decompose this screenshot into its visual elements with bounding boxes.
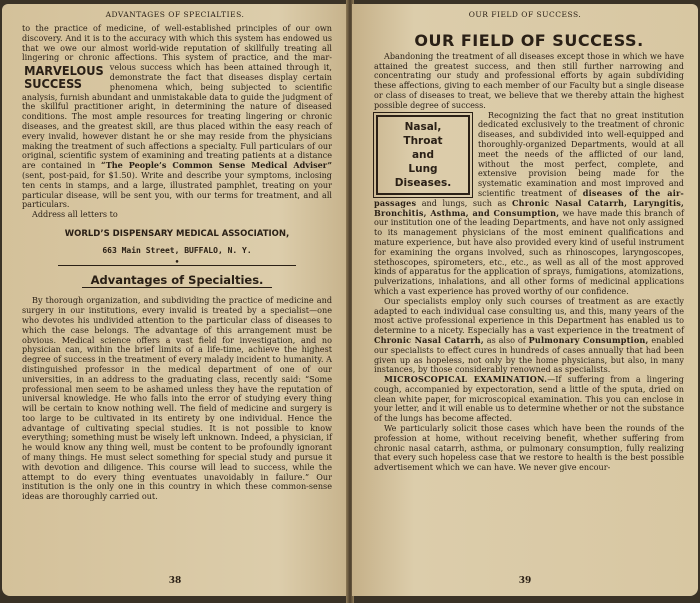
running-head-right: OUR FIELD OF SUCCESS. xyxy=(468,10,582,19)
paragraph-specialties: By thorough organization, and subdividing the practice of medicine and surgery in our institutions, every invalid is treated by a specialist—one who devotes his undivided attention to the particular class of diseases to which the case belongs. The advantage of this arrangement must be obvious. Medical science offers a vast field for investigation, and no physician can, within the brief limits of a life-time, achieve the highest degree of success in the treatment of every malady incident to humanity. A distinguished professor in the medical department of one of our universities, in an address to the graduating class, recently said: “Some professional men seem to be ashamed unless they have the reputation of universal knowledge. He who falls into the error of studying every thing will be certain to know nothing well. The field of medicine and surgery is too large to be cultivated in its entirety by one individual. Hence the advantage of cultivating special studies. It is not possible to know everything; something must be wisely left unknown. Indeed, a physician, if he would know any thing well, must be content to be profoundly ignorant of many things. He must select something for special study and pursue it with devotion and diligence. This course will lead to success, while the attempt to do every thing eventuates unavoidably in failure.” Our institution is the only one in this country in which these common-sense ideas are thoroughly carried out. xyxy=(22,295,332,502)
page-number-left: 38 xyxy=(168,576,182,586)
intro-text-end: (sent, post-paid, for $1.50). Write and describe your symptoms, inclosing ten cents in stamps, and a large, illustrated pamphlet, treating on your particular disease, will be sent you, with our terms for treatment, and all particulars. xyxy=(22,169,332,210)
boxed-heading: Nasal, Throat and Lung Diseases. xyxy=(376,115,470,195)
paragraph-solicit: We particularly solicit those cases which have been the rounds of the profession at home, without receiving benefit, whether suffering from chronic nasal catarrh, asthma, or pulmonary consumption, fully realizing that every such hopeless case that we restore to health is the best possible advertisement which we can have. We never give encour- xyxy=(374,423,684,473)
intro-text-cont: velous success which has been attained through it, demonstrate the fact that diseases display certain phenomena which, being subjected to scientific analysis, furnish abundant and unmistakable data to guide the judgment of the skillful practitioner aright, in determining the nature of diseased conditions. The most ample resources for treating lingering or chronic diseases, and the greatest skill, are thus placed within the easy reach of every invalid, however distant he or she may reside from the physicians making the treatment of such affections a specialty. Full particulars of our original, scientific system of examining and treating patients at a distance are contained in xyxy=(22,62,332,171)
paragraph-microscopical: MICROSCOPICAL EXAMINATION.—If suffering from a lingering cough, accompanied by expectoration, send a little of the sputa, dried on clean white paper, for microscopical examination. This you can enclose in your letter, and it will enable us to determine whether or not the substance of the lungs has become affected. xyxy=(374,374,684,424)
section-title: Advantages of Specialties. xyxy=(90,272,264,287)
left-page xyxy=(2,4,348,596)
book-title: “The People’s Common Sense Medical Adviser” xyxy=(101,160,333,171)
section-underline xyxy=(82,287,272,288)
paragraph-intro xyxy=(22,24,332,210)
right-page xyxy=(352,4,698,596)
running-head-left: ADVANTAGES OF SPECIALTIES. xyxy=(105,10,245,19)
marginal-heading: MARVELOUS SUCCESS xyxy=(24,64,104,92)
paragraph-abandoning: Abandoning the treatment of all diseases except those in which we have attained the greatest success, and then still further narrowing and concentrating our study and professional efforts by again subdividing these affections, giving to each member of our Faculty but a single disease or class of diseases to treat, we believe that we thereby attain the highest possible degree of success. xyxy=(374,50,684,110)
left-column xyxy=(22,24,332,502)
paragraph-recognizing: Recognizing the fact that no great institution dedicated exclusively to the treatment of chronic diseases, and subdivided into well-equipped and thoroughly-organized Departments, would at all meet the needs of the afflicted of our land, without the most perfect, complete, and extensive provision being made for the systematic examination and most improved and scientific treatment of diseases of the air-passages and lungs, such as Chronic Nasal Catarrh, Laryngitis, Bronchitis, Asthma, and Consumption, we have made this branch of our institution one of the leading Departments, and have not only assigned to its management physicians of the most eminent qualifications and mature experience, but have also provided every kind of useful instrument for examining the organs involved, such as rhinoscopes, laryngoscopes, stethoscopes, spirometers, etc., etc., as well as all of the most approved kinds of apparatus for the application of sprays, fumigations, atomizations, pulverizations, inhalations, and all other forms of medicinal applications which a vast experience has proved worthy of our confidence. xyxy=(374,109,684,296)
divider xyxy=(58,265,296,266)
right-column xyxy=(374,24,684,473)
page-number-right: 39 xyxy=(518,576,532,586)
street-address: 663 Main Street, BUFFALO, N. Y. xyxy=(102,245,252,255)
intro-text: to the practice of medicine, of well-established principles of our own discovery. And it is to the accuracy with which this system has endowed us that we owe our almost world-wide reputation of skillfully treating all lingering or chronic affections. This system of practice, and the mar- xyxy=(22,23,332,63)
address-intro: Address all letters to xyxy=(32,209,118,220)
association-name: WORLD’S DISPENSARY MEDICAL ASSOCIATION, xyxy=(64,228,290,239)
page-title: OUR FIELD OF SUCCESS. xyxy=(414,31,644,50)
paragraph-specialists: Our specialists employ only such courses of treatment as are exactly adapted to each individual case consulting us, and this, many years of the most active professional experience in this Department has enabled us to determine to a nicety. Especially has a vast experience in the treatment of Chronic Nasal Catarrh, as also of Pulmonary Consumption, enabled our specialists to effect cures in hundreds of cases annually that had been given up as hopeless, not only by the home physicians, but also, in many instances, by those considerably renowned as specialists. xyxy=(374,295,684,375)
